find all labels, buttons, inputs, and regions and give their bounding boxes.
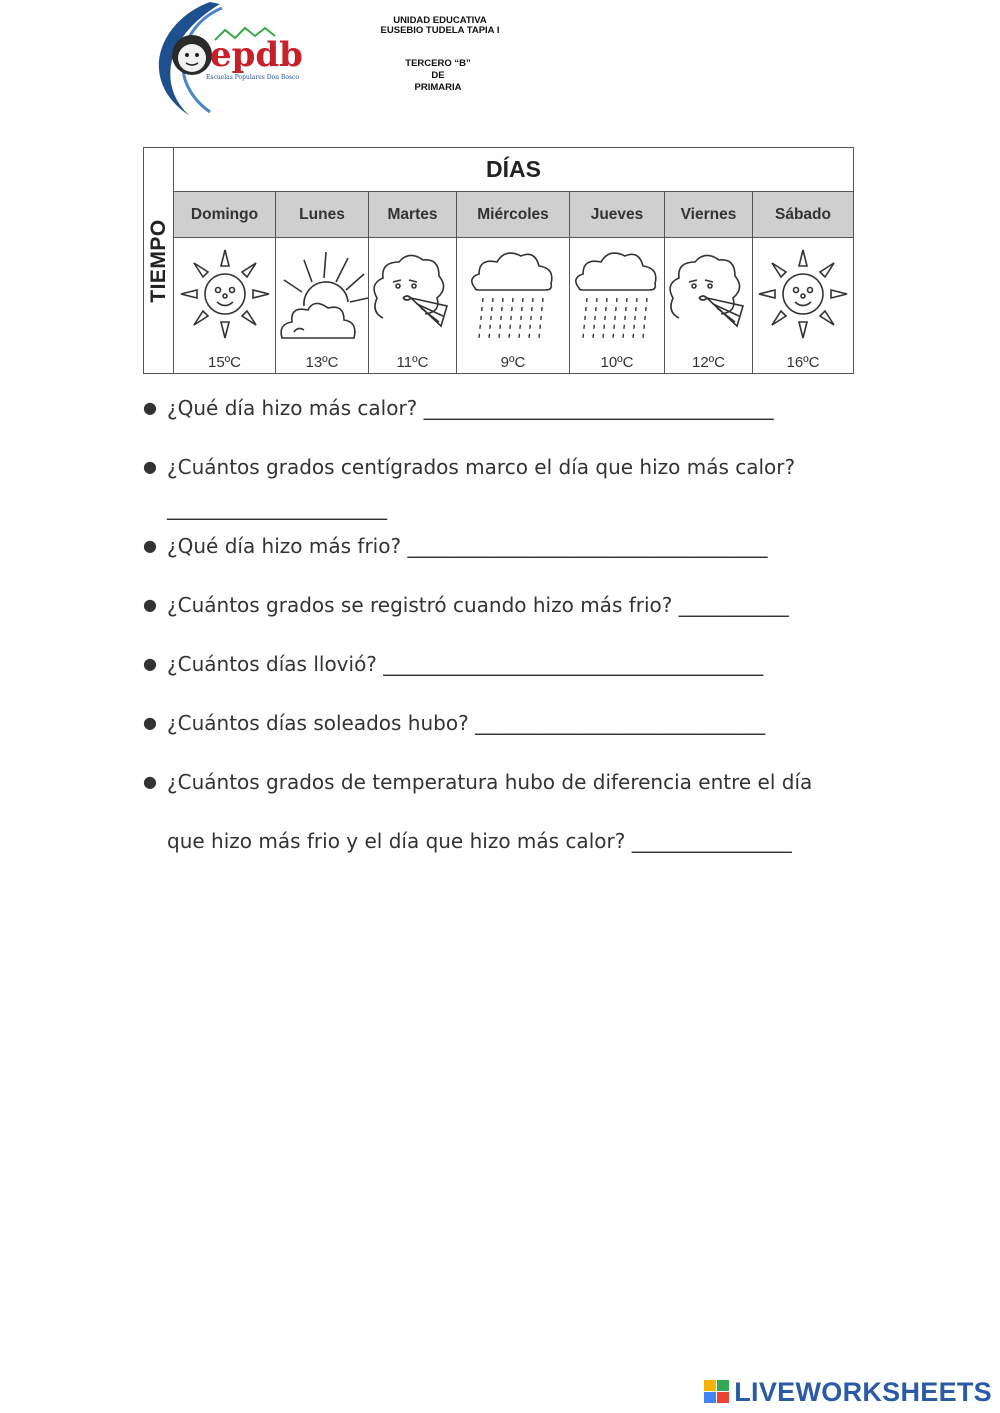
question-2 xyxy=(143,455,795,479)
day-header: Jueves xyxy=(570,192,665,237)
sun-icon xyxy=(755,242,851,346)
weather-cell xyxy=(276,238,369,373)
liveworksheets-icon xyxy=(704,1380,730,1404)
school-line-1: UNIDAD EDUCATIVA xyxy=(393,15,487,26)
weather-table xyxy=(143,147,854,374)
temperature: 13ºC xyxy=(305,354,339,371)
answer-blank[interactable]: ___________ xyxy=(678,593,789,617)
wind-cloud-icon xyxy=(661,242,757,346)
bullet-icon: ● xyxy=(143,654,157,673)
table-title: DÍAS xyxy=(174,148,853,192)
question-4 xyxy=(143,593,789,617)
bullet-icon: ● xyxy=(143,772,157,791)
temperature: 9ºC xyxy=(500,354,526,371)
question-text: ¿Cuántos grados centígrados marco el día que hizo más calor? xyxy=(167,455,796,479)
question-text: que hizo más frio y el día que hizo más calor? xyxy=(167,829,626,853)
bullet-icon: ● xyxy=(143,457,157,476)
school-logo xyxy=(140,0,330,120)
question-7-line-2 xyxy=(167,829,792,853)
answer-blank[interactable]: _____________________________ xyxy=(475,711,766,735)
question-text: ¿Cuántos días llovió? xyxy=(167,652,377,676)
grade-line-2: DE xyxy=(431,70,445,81)
grade-line-1: TERCERO “B” xyxy=(405,58,471,69)
day-header: Domingo xyxy=(174,192,276,237)
answer-blank[interactable]: ______________________________________ xyxy=(383,652,764,676)
weather-cell xyxy=(174,238,276,373)
weather-icons-row xyxy=(174,238,853,373)
school-line-2: EUSEBIO TUDELA TAPIA I xyxy=(380,25,500,36)
brand-text: LIVEWORKSHEETS xyxy=(734,1376,992,1407)
question-text: ¿Cuántos grados se registró cuando hizo más frio? xyxy=(167,593,673,617)
weather-cell xyxy=(753,238,853,373)
bullet-icon: ● xyxy=(143,536,157,555)
row-label-cell xyxy=(144,148,174,373)
question-text: ¿Cuántos días soleados hubo? xyxy=(167,711,469,735)
day-header: Miércoles xyxy=(457,192,570,237)
wind-cloud-icon xyxy=(365,242,461,346)
school-name xyxy=(340,16,540,36)
grade-label xyxy=(368,58,508,94)
logo-subtext: Escuelas Populares Don Bosco xyxy=(206,74,299,81)
days-header-row xyxy=(174,192,853,238)
sun-icon xyxy=(177,242,273,346)
answer-blank[interactable]: ___________________________________ xyxy=(423,396,774,420)
day-header: Viernes xyxy=(665,192,753,237)
answer-blank[interactable]: ______________________ xyxy=(167,496,387,520)
answer-blank[interactable]: ____________________________________ xyxy=(407,534,768,558)
temperature: 12ºC xyxy=(692,354,725,371)
day-header: Martes xyxy=(369,192,457,237)
question-5 xyxy=(143,652,763,676)
weather-cell xyxy=(570,238,665,373)
grade-line-3: PRIMARIA xyxy=(414,82,462,93)
bullet-icon: ● xyxy=(143,595,157,614)
question-7 xyxy=(143,770,812,794)
weather-cell xyxy=(665,238,753,373)
question-text: ¿Cuántos grados de temperatura hubo de diferencia entre el día xyxy=(167,770,813,794)
question-text: ¿Qué día hizo más calor? xyxy=(167,396,418,420)
answer-blank[interactable]: ________________ xyxy=(631,829,792,853)
rain-cloud-icon xyxy=(569,242,665,346)
question-3 xyxy=(143,534,767,558)
sun-behind-cloud-icon xyxy=(274,242,370,346)
question-1 xyxy=(143,396,774,420)
bullet-icon: ● xyxy=(143,713,157,732)
weather-cell xyxy=(369,238,457,373)
temperature: 11ºC xyxy=(396,354,429,371)
temperature: 16ºC xyxy=(786,354,820,371)
day-header: Sábado xyxy=(775,205,831,223)
rain-cloud-icon xyxy=(465,242,561,346)
bullet-icon: ● xyxy=(143,398,157,417)
row-label: TIEMPO xyxy=(146,218,170,303)
temperature: 15ºC xyxy=(208,354,241,371)
weather-cell xyxy=(457,238,570,373)
question-6 xyxy=(143,711,765,735)
logo-text: epdb xyxy=(210,35,303,75)
question-text: ¿Qué día hizo más frio? xyxy=(167,534,402,558)
day-header: Lunes xyxy=(276,192,369,237)
temperature: 10ºC xyxy=(600,354,634,371)
liveworksheets-logo[interactable] xyxy=(704,1377,992,1407)
